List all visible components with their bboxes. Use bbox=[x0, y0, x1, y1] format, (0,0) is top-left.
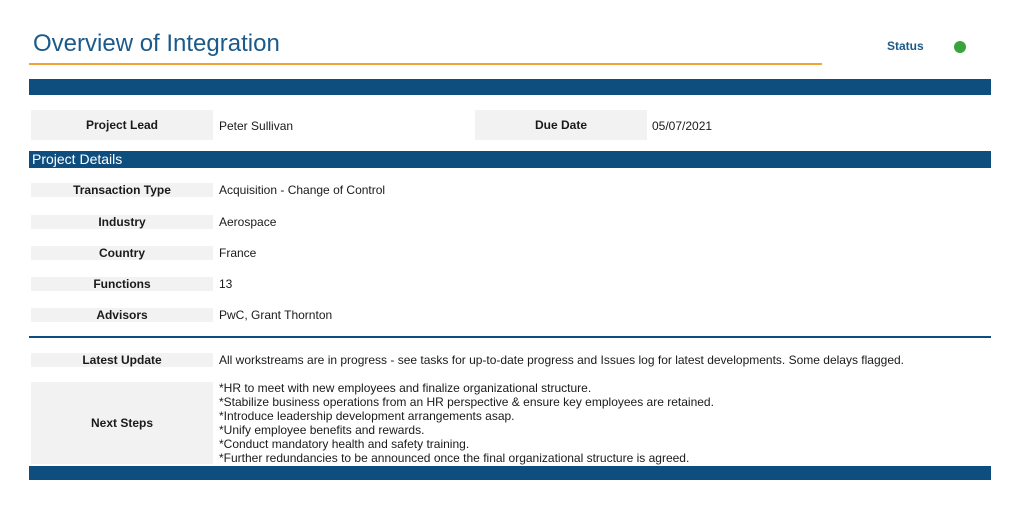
functions-value: 13 bbox=[219, 277, 233, 291]
project-lead-label: Project Lead bbox=[31, 110, 213, 140]
latest-update-label: Latest Update bbox=[31, 353, 213, 367]
transaction-type-label: Transaction Type bbox=[31, 183, 213, 197]
next-step-item: *Further redundancies to be announced once the final organizational structure is agreed. bbox=[219, 451, 690, 465]
functions-label: Functions bbox=[31, 277, 213, 291]
country-value: France bbox=[219, 246, 257, 260]
next-step-item: *Stabilize business operations from an HR perspective & ensure key employees are retained. bbox=[219, 395, 714, 409]
next-step-item: *Conduct mandatory health and safety training. bbox=[219, 437, 470, 451]
status-indicator-icon bbox=[954, 41, 966, 53]
country-label: Country bbox=[31, 246, 213, 260]
header-bar bbox=[29, 79, 991, 95]
industry-value: Aerospace bbox=[219, 215, 277, 229]
industry-label: Industry bbox=[31, 215, 213, 229]
latest-update-value: All workstreams are in progress - see tasks for up-to-date progress and Issues log for latest developments. Some delays flagged. bbox=[219, 353, 904, 367]
due-date-value: 05/07/2021 bbox=[652, 119, 713, 133]
next-steps-label: Next Steps bbox=[31, 382, 213, 464]
footer-bar bbox=[29, 466, 991, 480]
project-details-header: Project Details bbox=[29, 151, 991, 168]
next-steps-list bbox=[219, 381, 714, 465]
next-step-item: *Unify employee benefits and rewards. bbox=[219, 423, 425, 437]
section-divider bbox=[29, 336, 991, 338]
page-title: Overview of Integration bbox=[33, 30, 280, 57]
advisors-value: PwC, Grant Thornton bbox=[219, 308, 333, 322]
transaction-type-value: Acquisition - Change of Control bbox=[219, 183, 386, 197]
due-date-label: Due Date bbox=[475, 110, 647, 140]
status-label: Status bbox=[887, 39, 924, 53]
advisors-label: Advisors bbox=[31, 308, 213, 322]
project-lead-value: Peter Sullivan bbox=[219, 119, 294, 133]
title-underline bbox=[29, 63, 822, 65]
next-step-item: *Introduce leadership development arrangements asap. bbox=[219, 409, 515, 423]
next-step-item: *HR to meet with new employees and finalize organizational structure. bbox=[219, 381, 592, 395]
